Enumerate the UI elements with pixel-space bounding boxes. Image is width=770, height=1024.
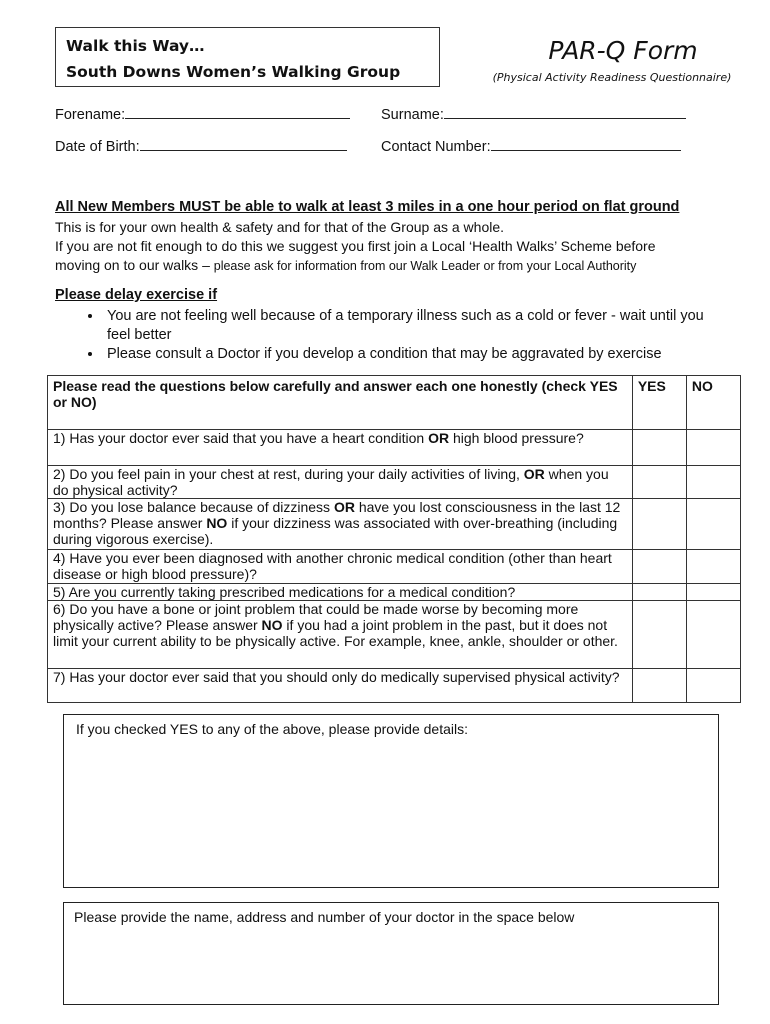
question-7-yes-cell[interactable] (632, 669, 686, 703)
surname-label: Surname: (381, 107, 444, 123)
group-name-box (55, 27, 440, 87)
question-row-6 (48, 601, 741, 669)
form-subtitle: (Physical Activity Readiness Questionnaire) (492, 71, 732, 84)
forename-line[interactable] (125, 104, 350, 119)
question-6-yes-cell[interactable] (632, 601, 686, 669)
question-1-no-cell[interactable] (686, 430, 740, 466)
question-6: 6) Do you have a bone or joint problem that could be made worse by becoming more physically active? Please answer NO if you had a joint problem in the past, but it does not limit your current ability to be physically active. For example, knee, ankle, shoulder or other. (48, 601, 633, 669)
contact-line[interactable] (491, 136, 681, 151)
forename-label: Forename: (55, 107, 126, 123)
delay-list-wrap (55, 307, 725, 364)
questionnaire-table (47, 375, 741, 703)
doctor-box-label: Please provide the name, address and number of your doctor in the space below (74, 909, 575, 925)
question-2: 2) Do you feel pain in your chest at rest, during your daily activities of living, OR when you do physical activity? (48, 466, 633, 499)
yes-column-header: YES (632, 376, 686, 430)
requirement-text (55, 218, 745, 276)
contact-field[interactable] (381, 136, 681, 155)
table-header-instructions: Please read the questions below carefully and answer each one honestly (check YES or NO) (48, 376, 633, 430)
dob-line[interactable] (140, 136, 347, 151)
question-4-yes-cell[interactable] (632, 550, 686, 584)
requirement-line-3a: moving on to our walks – (55, 257, 214, 273)
question-5: 5) Are you currently taking prescribed medications for a medical condition? (48, 584, 633, 601)
question-7: 7) Has your doctor ever said that you should only do medically supervised physical activity? (48, 669, 633, 703)
form-title: PAR-Q Form (548, 36, 698, 65)
details-box-label: If you checked YES to any of the above, please provide details: (76, 721, 468, 737)
delay-item-1: • You are not feeling well because of a temporary illness such as a cold or fever - wait until you feel better (103, 307, 725, 345)
delay-heading: Please delay exercise if (55, 287, 218, 303)
requirement-line-3b: please ask for information from our Walk Leader or from your Local Authority (213, 259, 637, 273)
question-3-yes-cell[interactable] (632, 499, 686, 550)
requirement-line-2: If you are not fit enough to do this we suggest you first join a Local ‘Health Walks’ Scheme before (55, 238, 656, 254)
question-4: 4) Have you ever been diagnosed with another chronic medical condition (other than heart disease or high blood pressure)? (48, 550, 633, 584)
question-6-no-cell[interactable] (686, 601, 740, 669)
question-3-no-cell[interactable] (686, 499, 740, 550)
group-line-1: Walk this Way… (66, 37, 205, 55)
surname-field[interactable] (381, 104, 686, 123)
question-3: 3) Do you lose balance because of dizziness OR have you lost consciousness in the last 12 months? Please answer NO if your dizziness was associated with over-breathing (including during vigorous exercise). (48, 499, 633, 550)
question-row-4 (48, 550, 741, 584)
requirement-line-3 (55, 256, 745, 276)
question-row-3 (48, 499, 741, 550)
dob-field[interactable] (55, 136, 347, 155)
question-1-yes-cell[interactable] (632, 430, 686, 466)
question-4-no-cell[interactable] (686, 550, 740, 584)
question-row-1 (48, 430, 741, 466)
group-line-2: South Downs Women’s Walking Group (66, 63, 401, 81)
surname-line[interactable] (444, 104, 686, 119)
contact-label: Contact Number: (381, 139, 491, 155)
doctor-details-box[interactable] (63, 902, 719, 1005)
question-2-yes-cell[interactable] (632, 466, 686, 499)
delay-list (55, 307, 725, 364)
forename-field[interactable] (55, 104, 350, 123)
no-column-header: NO (686, 376, 740, 430)
requirement-line-1: This is for your own health & safety and for that of the Group as a whole. (55, 219, 505, 235)
question-1: 1) Has your doctor ever said that you have a heart condition OR high blood pressure? (48, 430, 633, 466)
delay-item-2: • Please consult a Doctor if you develop a condition that may be aggravated by exercise (103, 345, 725, 364)
requirement-heading: All New Members MUST be able to walk at least 3 miles in a one hour period on flat ground (55, 199, 680, 215)
question-5-no-cell[interactable] (686, 584, 740, 601)
question-5-yes-cell[interactable] (632, 584, 686, 601)
question-2-no-cell[interactable] (686, 466, 740, 499)
question-row-2 (48, 466, 741, 499)
dob-label: Date of Birth: (55, 139, 140, 155)
details-box[interactable] (63, 714, 719, 888)
question-7-no-cell[interactable] (686, 669, 740, 703)
question-row-7 (48, 669, 741, 703)
question-row-5 (48, 584, 741, 601)
table-header-row (48, 376, 741, 430)
